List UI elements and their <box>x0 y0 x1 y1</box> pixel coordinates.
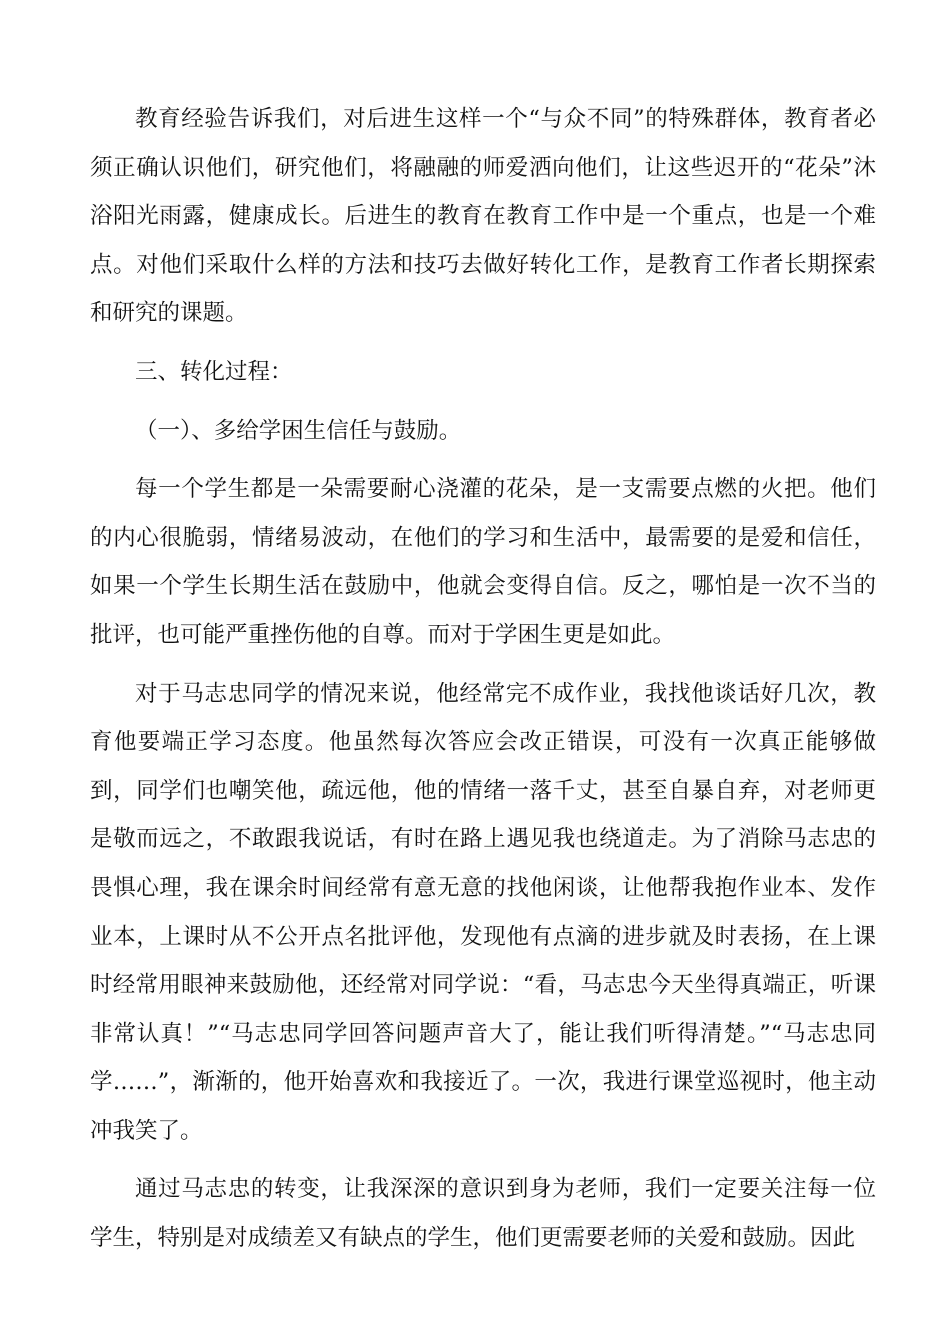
trust-paragraph: 每一个学生都是一朵需要耐心浇灌的花朵，是一支需要点燃的火把。他们的内心很脆弱，情绪易波动，在他们的学习和生活中，最需要的是爱和信任，如果一个学生长期生活在鼓励中，他就会变得自信。反之，哪怕是一次不当的批评，也可能严重挫伤他的自尊。而对于学困生更是如此。 <box>90 476 876 648</box>
reflection-paragraph: 通过马志忠的转变，让我深深的意识到身为老师，我们一定要关注每一位学生，特别是对成绩差又有缺点的学生，他们更需要老师的关爱和鼓励。因此 <box>90 1176 876 1252</box>
case-paragraph: 对于马志忠同学的情况来说，他经常完不成作业，我找他谈话好几次，教育他要端正学习态度。他虽然每次答应会改正错误，可没有一次真正能够做到，同学们也嘲笑他，疏远他，他的情绪一落千丈，甚至自暴自弃，对老师更是敬而远之，不敢跟我说话，有时在路上遇见我也绕道走。为了消除马志忠的畏惧心理，我在课余时间经常有意无意的找他闲谈，让他帮我抱作业本、发作业本，上课时从不公开点名批评他，发现他有点滴的进步就及时表扬，在上课时经常用眼神来鼓励他，还经常对同学说：“看，马志忠今天坐得真端正，听课非常认真！”“马志忠同学回答问题声音大了，能让我们听得清楚。”“马志忠同学……”，渐渐的，他开始喜欢和我接近了。一次，我进行课堂巡视时，他主动冲我笑了。 <box>90 680 876 1144</box>
subsection-heading-trust-and-encouragement: （一）、多给学困生信任与鼓励。 <box>135 417 462 444</box>
section-heading-transformation-process: 三、转化过程： <box>135 358 293 385</box>
document-page <box>90 95 876 1263</box>
intro-paragraph: 教育经验告诉我们，对后进生这样一个“与众不同”的特殊群体，教育者必须正确认识他们，研究他们，将融融的师爱洒向他们，让这些迟开的“花朵”沐浴阳光雨露，健康成长。后进生的教育在教育工作中是一个重点，也是一个难点。对他们采取什么样的方法和技巧去做好转化工作，是教育工作者长期探索和研究的课题。 <box>90 106 876 327</box>
